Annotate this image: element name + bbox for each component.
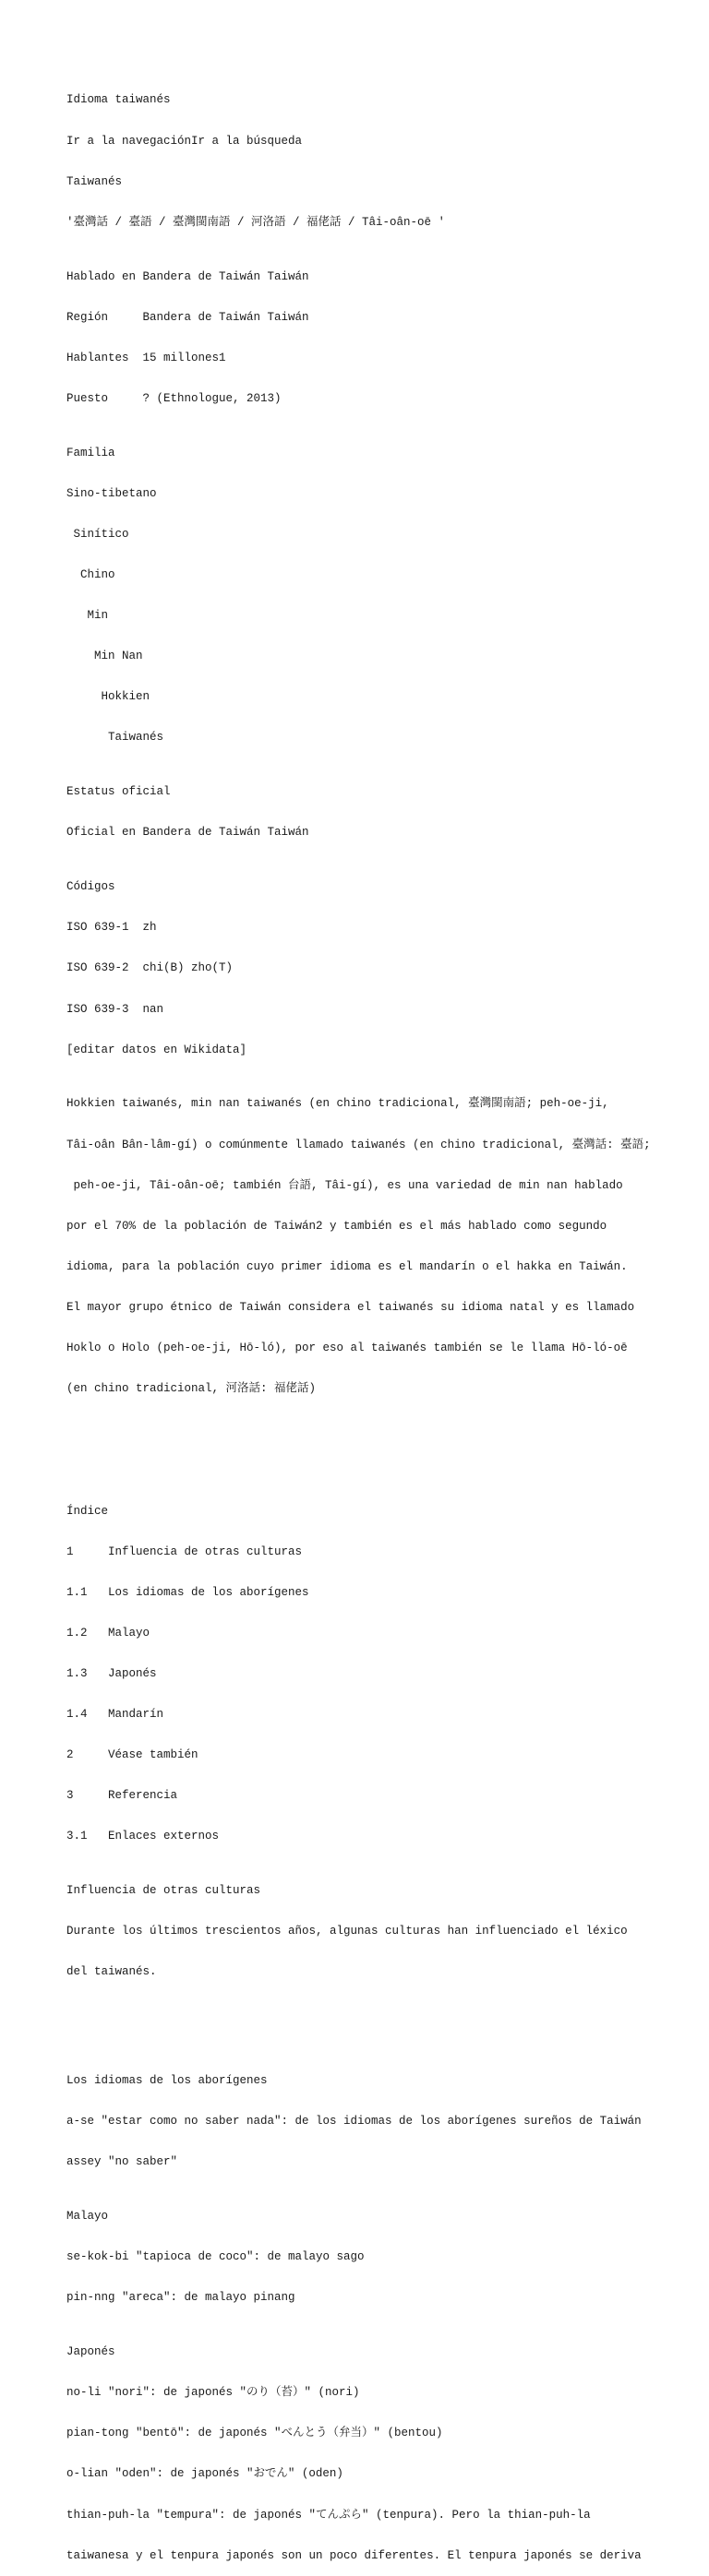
infobox-value: ? (Ethnologue, 2013)	[142, 391, 282, 405]
infobox-value: Bandera de Taiwán Taiwán	[142, 269, 309, 283]
skip-links	[66, 135, 657, 149]
code-value: nan	[142, 1002, 164, 1016]
toc-item-label: Mandarín	[108, 1708, 164, 1722]
infobox-label: Oficial en	[66, 826, 143, 840]
document-body	[66, 66, 657, 2576]
toc-item[interactable]	[66, 1830, 657, 1843]
toc-item[interactable]	[66, 1748, 657, 1762]
paragraph-line: del taiwanés.	[66, 1965, 157, 1979]
toc-item-number: 1.2	[66, 1626, 109, 1640]
code-value: zh	[142, 921, 157, 935]
language-native-names: '臺灣話 / 臺語 / 臺灣閩南語 / 河洛語 / 福佬話 / Tâi-oân-oē '	[66, 215, 446, 229]
toc-heading: Índice	[66, 1504, 109, 1518]
intro-line: por el 70% de la población de Taiwán2 y también es el más hablado como segundo	[66, 1219, 607, 1233]
intro-line: Tâi-oân Bân-lâm-gí) o comúnmente llamado taiwanés (en chino tradicional, 臺灣話: 臺語;	[66, 1138, 651, 1151]
toc-item-number: 3.1	[66, 1830, 109, 1843]
paragraph-line: assey "no saber"	[66, 2155, 178, 2169]
toc-item[interactable]	[66, 1667, 657, 1681]
infobox-value: 15 millones1	[142, 351, 226, 364]
toc-item-number: 1	[66, 1544, 109, 1558]
infobox-value: Bandera de Taiwán Taiwán	[142, 310, 309, 324]
family-tree-item: Sinítico	[66, 527, 129, 541]
toc-item-label: Japonés	[108, 1666, 157, 1680]
language-name: Taiwanés	[66, 174, 123, 188]
family-tree-item: Min	[66, 609, 109, 623]
infobox-row-puesto	[66, 392, 657, 406]
familia-heading: Familia	[66, 446, 115, 459]
infobox-label: Hablantes	[66, 351, 143, 364]
paragraph-line: thian-puh-la "tempura": de japonés "てんぷら" (tenpura). Pero la thian-puh-la	[66, 2508, 591, 2522]
skip-to-search-link[interactable]: Ir a la búsqueda	[191, 134, 303, 148]
skip-to-navigation-link[interactable]: Ir a la navegación	[66, 134, 192, 148]
toc-item-number: 2	[66, 1748, 109, 1762]
paragraph-line: pin-nng "areca": de malayo pinang	[66, 2291, 295, 2305]
paragraph-line: o-lian "oden": de japonés "おでん" (oden)	[66, 2467, 343, 2481]
section-heading-japones: Japonés	[66, 2345, 115, 2359]
intro-line: (en chino tradicional, 河洛話: 福佬話)	[66, 1382, 317, 1396]
toc-item-label: Los idiomas de los aborígenes	[108, 1585, 309, 1599]
toc-item-label: Enlaces externos	[108, 1830, 220, 1843]
toc-item-number: 1.1	[66, 1585, 109, 1599]
code-label: ISO 639-2	[66, 961, 143, 975]
code-row-iso-639-1	[66, 921, 657, 935]
paragraph-line: se-kok-bi "tapioca de coco": de malayo sago	[66, 2250, 365, 2264]
code-row-iso-639-3	[66, 1003, 657, 1017]
toc-item-label: Influencia de otras culturas	[108, 1544, 303, 1558]
toc-item-number: 1.3	[66, 1666, 109, 1680]
infobox-row-region	[66, 311, 657, 325]
family-tree-item: Min Nan	[66, 650, 143, 663]
paragraph-line: pian-tong "bentō": de japonés "べんとう（弁当）" (bentou)	[66, 2427, 443, 2440]
spacer	[66, 2020, 657, 2033]
intro-line: El mayor grupo étnico de Taiwán considera el taiwanés su idioma natal y es llamado	[66, 1300, 635, 1314]
infobox-label: Región	[66, 310, 143, 324]
code-label: ISO 639-3	[66, 1002, 143, 1016]
toc-item[interactable]	[66, 1789, 657, 1803]
section-heading-aborigenes: Los idiomas de los aborígenes	[66, 2074, 268, 2088]
infobox-row-oficial	[66, 826, 657, 840]
section-heading-malayo: Malayo	[66, 2210, 109, 2224]
estatus-heading: Estatus oficial	[66, 785, 171, 799]
family-tree-item: Sino-tibetano	[66, 486, 157, 500]
intro-line: Hoklo o Holo (peh-oe-ji, Hō-ló), por eso al taiwanés también se le llama Hō-ló-oē	[66, 1342, 628, 1355]
infobox-label: Puesto	[66, 391, 143, 405]
paragraph-line: a-se "estar como no saber nada": de los idiomas de los aborígenes sureños de Taiwán	[66, 2115, 642, 2129]
toc-item[interactable]	[66, 1627, 657, 1640]
page-title: Idioma taiwanés	[66, 93, 171, 107]
spacer	[66, 1437, 657, 1463]
toc-item-label: Véase también	[108, 1748, 198, 1762]
family-tree-item: Hokkien	[66, 690, 150, 704]
toc-item[interactable]	[66, 1586, 657, 1600]
family-tree-item: Taiwanés	[66, 731, 164, 745]
toc-item-number: 3	[66, 1789, 109, 1803]
code-row-iso-639-2	[66, 961, 657, 975]
section-heading-influencia: Influencia de otras culturas	[66, 1884, 261, 1898]
codigos-heading: Códigos	[66, 880, 115, 894]
infobox-value: Bandera de Taiwán Taiwán	[142, 826, 309, 840]
paragraph-line: taiwanesa y el tenpura japonés son un poco diferentes. El tenpura japonés se deriva	[66, 2548, 642, 2562]
toc-item[interactable]	[66, 1708, 657, 1722]
infobox-row-hablantes	[66, 352, 657, 365]
infobox-label: Hablado en	[66, 269, 143, 283]
edit-wikidata-link[interactable]: [editar datos en Wikidata]	[66, 1043, 247, 1056]
toc-item-label: Referencia	[108, 1789, 178, 1803]
code-label: ISO 639-1	[66, 921, 143, 935]
infobox-row-hablado	[66, 270, 657, 284]
toc-item-number: 1.4	[66, 1708, 109, 1722]
paragraph-line: Durante los últimos trescientos años, algunas culturas han influenciado el léxico	[66, 1925, 628, 1938]
toc-item-label: Malayo	[108, 1626, 150, 1640]
intro-line: idioma, para la población cuyo primer idioma es el mandarín o el hakka en Taiwán.	[66, 1259, 628, 1273]
intro-line: peh-oe-ji, Tâi-oân-oē; también 台語, Tâi-gí), es una variedad de min nan hablado	[66, 1178, 623, 1192]
code-value: chi(B) zho(T)	[142, 961, 234, 975]
family-tree-item: Chino	[66, 568, 115, 582]
intro-line: Hokkien taiwanés, min nan taiwanés (en chino tradicional, 臺灣閩南語; peh-oe-ji,	[66, 1097, 609, 1111]
toc-item[interactable]	[66, 1545, 657, 1559]
paragraph-line: no-li "nori": de japonés "のり（苔）" (nori)	[66, 2386, 360, 2400]
